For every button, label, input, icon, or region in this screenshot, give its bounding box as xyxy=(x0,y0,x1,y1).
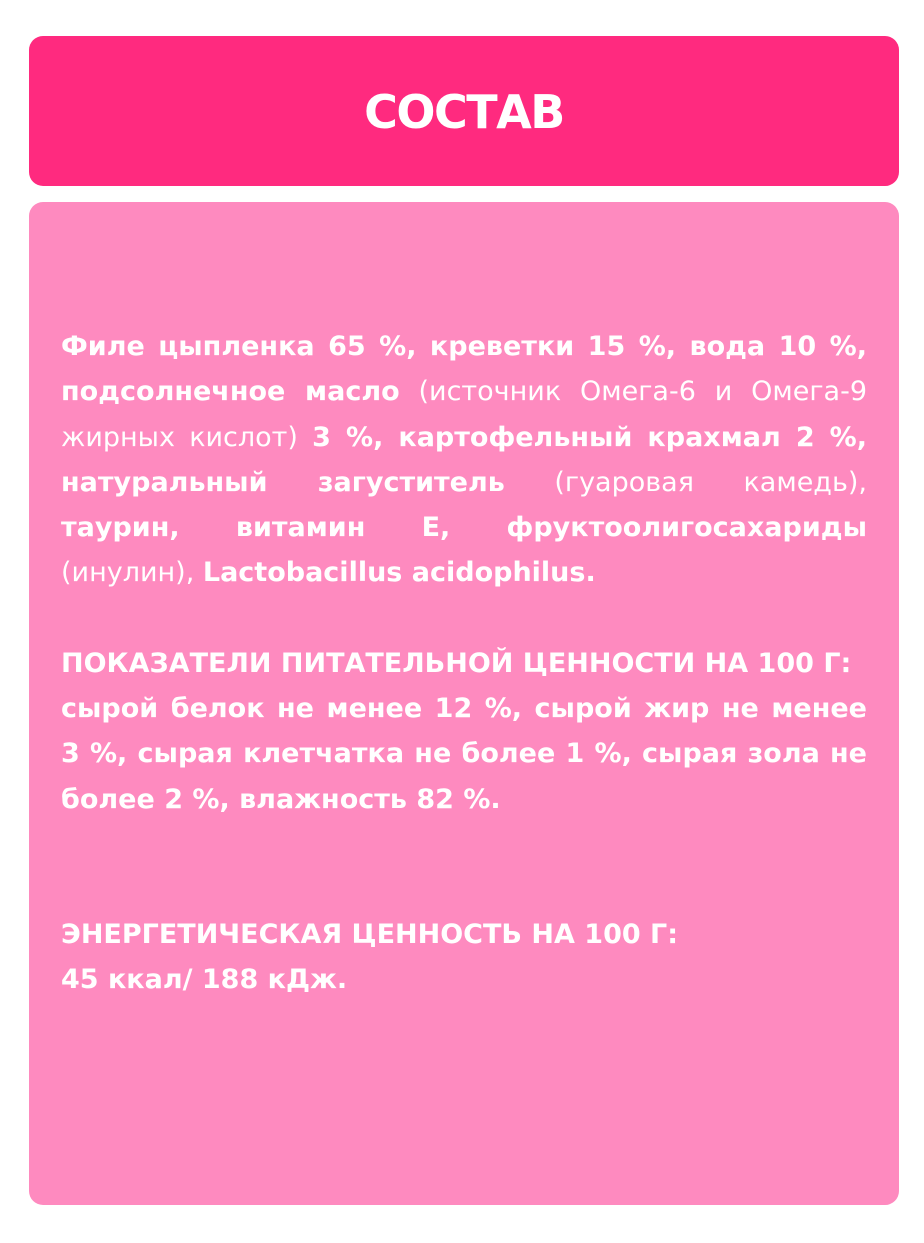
composition-part-4: (гуаровая камедь), xyxy=(504,466,868,498)
composition-text xyxy=(61,324,867,596)
composition-part-5: таурин, витамин Е, фруктоолигосахариды xyxy=(61,512,867,544)
spacer xyxy=(61,822,867,912)
nutrition-text: сырой белок не менее 12 %, сырой жир не менее 3 %, сырая клетчатка не более 1 %, сырая зола не более 2 %, влажность 82 %. xyxy=(61,693,867,815)
composition-part-2: (источник Омега-6 и Омега-9 жирных кислот) xyxy=(61,376,867,453)
composition-panel xyxy=(29,202,899,1205)
energy-heading: ЭНЕРГЕТИЧЕСКАЯ ЦЕННОСТЬ НА 100 Г: xyxy=(61,918,679,950)
page-title: СОСТАВ xyxy=(364,85,564,139)
nutrition-heading: ПОКАЗАТЕЛИ ПИТАТЕЛЬНОЙ ЦЕННОСТИ НА 100 Г: xyxy=(61,647,852,679)
panel-content xyxy=(61,324,867,1003)
spacer xyxy=(61,596,867,641)
composition-part-1: Филе цыпленка 65 %, креветки 15 %, вода 10 %, подсолнечное масло xyxy=(61,331,867,408)
energy-value: 45 ккал/ 188 кДж. xyxy=(61,964,348,996)
composition-part-6: (инулин), xyxy=(61,557,203,589)
composition-part-3: 3 %, картофельный крахмал 2 %, натуральный загуститель xyxy=(61,421,867,498)
header-banner xyxy=(29,36,899,186)
composition-part-7: Lactobacillus acidophilus. xyxy=(202,557,596,589)
